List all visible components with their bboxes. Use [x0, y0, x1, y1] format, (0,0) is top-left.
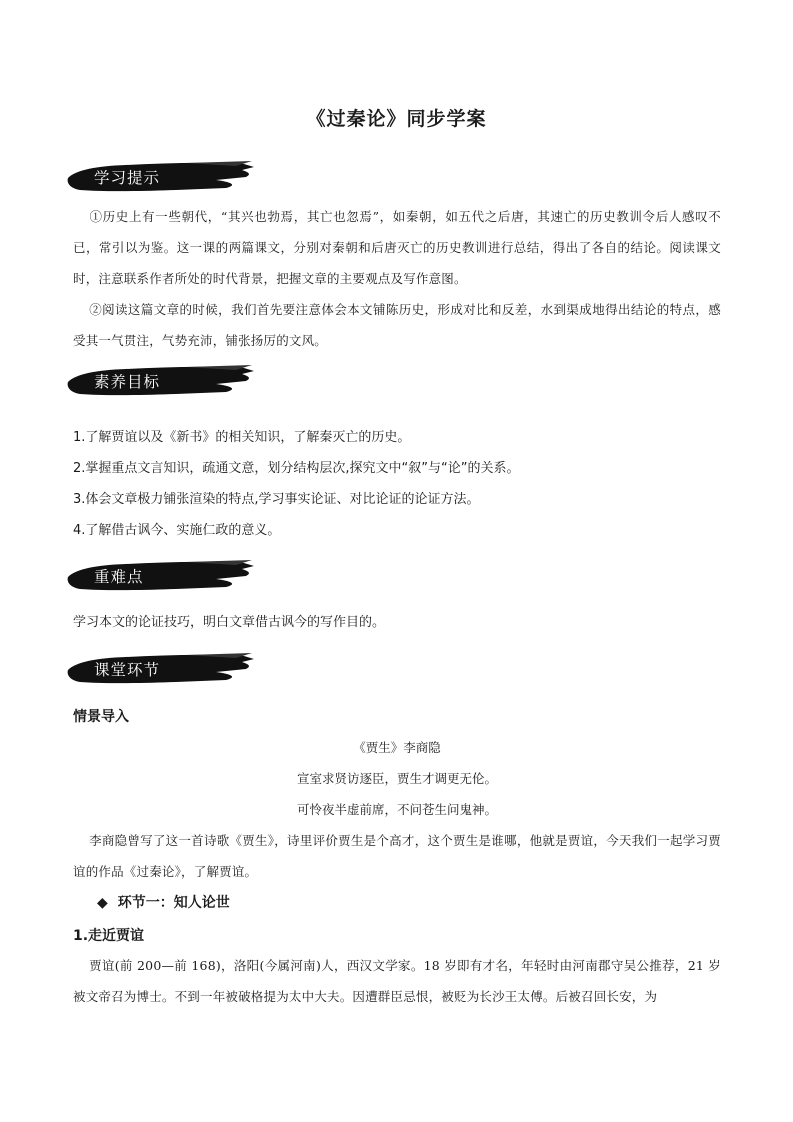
section-title: 课堂环节	[94, 661, 161, 679]
link1-paragraph: 贾谊(前 200—前 168)，洛阳(今属河南)人，西汉文学家。18 岁即有才名，年轻时由河南郡守吴公推荐，21 岁被文帝召为博士。不到一年被破格提为太中大夫。因遭群臣忌恨，被贬为长沙王太傅。后被召回长安，为	[73, 958, 721, 1004]
tips-paragraph-2: ②阅读这篇文章的时候，我们首先要注意体会本文铺陈历史，形成对比和反差，水到渠成地得出结论的特点，感受其一气贯注，气势充沛，铺张扬厉的文风。	[73, 302, 721, 348]
section-banner-tips	[66, 160, 256, 194]
section-title: 重难点	[94, 568, 144, 586]
poem-line: 宣室求贤访逐臣，贾生才调更无伦。	[296, 771, 497, 786]
section-title: 素养目标	[94, 373, 161, 391]
subsection-title: 1.走近贾谊	[73, 928, 145, 944]
poem-title: 《贾生》李商隐	[353, 740, 441, 755]
goal-item: 4.了解借古讽今、实施仁政的意义。	[73, 523, 281, 538]
intro-heading: 情景导入	[73, 709, 129, 725]
diamond-bullet-icon: ◆	[97, 895, 108, 911]
goal-item: 3.体会文章极力铺张渲染的特点,学习事实论证、对比论证的论证方法。	[73, 492, 480, 507]
keypoints-text: 学习本文的论证技巧，明白文章借古讽今的写作目的。	[73, 615, 386, 630]
section-banner-class	[66, 652, 256, 686]
link1-heading: ◆ 环节一：知人论世	[97, 895, 230, 911]
section-banner-goals	[66, 364, 256, 398]
intro-paragraph: 李商隐曾写了这一首诗歌《贾生》，诗里评价贾生是个高才，这个贾生是谁哪，他就是贾谊，今天我们一起学习贾谊的作品《过秦论》，了解贾谊。	[73, 833, 721, 879]
section-title: 学习提示	[94, 169, 161, 187]
goal-item: 2.掌握重点文言知识，疏通文意，划分结构层次,探究文中“叙”与“论”的关系。	[73, 461, 520, 476]
goal-item: 1.了解贾谊以及《新书》的相关知识，了解秦灭亡的历史。	[73, 430, 411, 445]
section-banner-keypoints	[66, 559, 256, 593]
page-title: 《过秦论》同步学案	[306, 108, 487, 130]
tips-paragraph-1: ①历史上有一些朝代，“其兴也勃焉，其亡也忽焉”，如秦朝，如五代之后唐，其速亡的历史教训令后人感叹不已，常引以为鉴。这一课的两篇课文，分别对秦朝和后唐灭亡的历史教训进行总结，得出了各自的结论。阅读课文时，注意联系作者所处的时代背景，把握文章的主要观点及写作意图。	[73, 209, 721, 286]
poem-line: 可怜夜半虚前席，不问苍生问鬼神。	[296, 802, 497, 817]
